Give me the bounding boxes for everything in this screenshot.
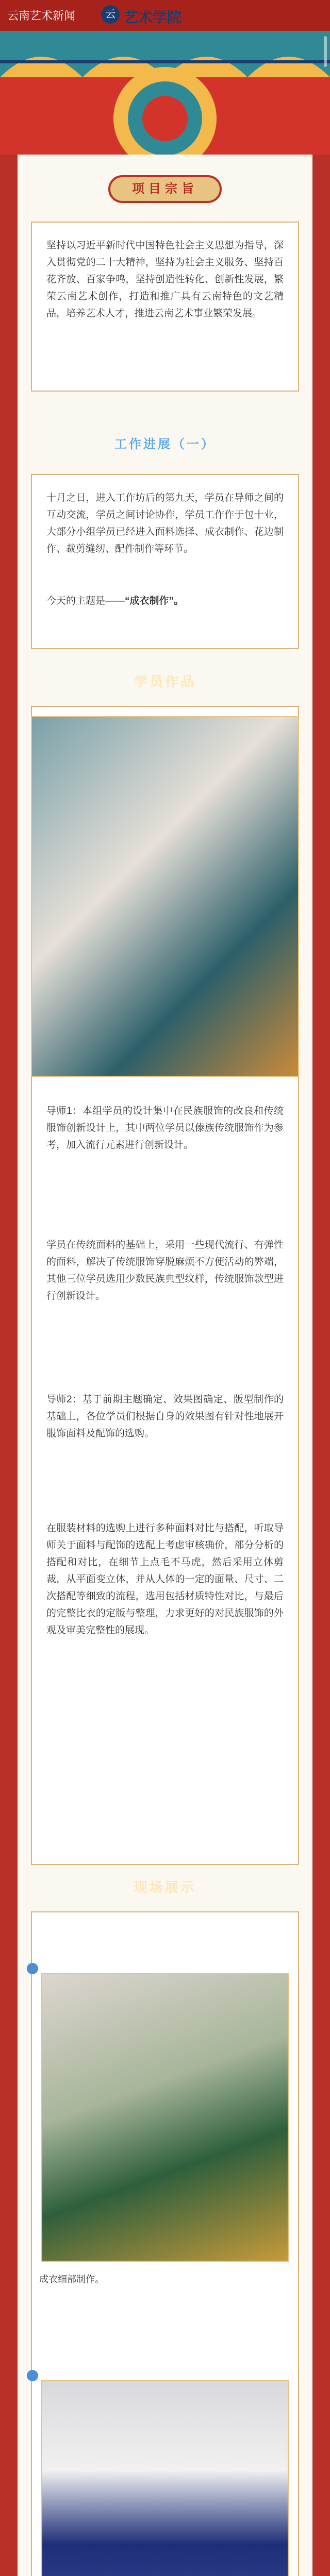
scene-caption-1: 成衣细部制作。 [39, 2274, 104, 2284]
school-logo-icon: 云 [101, 5, 120, 24]
works-p1: 导师1：本组学员的设计集中在民族服饰的改良和传统服饰创新设计上，其中两位学员以傣族传统服饰作为参考，加入流行元素进行创新设计。 [46, 1106, 284, 1150]
progress-text: 十月之日，进入工作坊后的第九天，学员在导师之间的互动交流，学员之间讨论协作，学员工作作于包十业，大部分小组学员已经进入面料选择、成衣制作、花边制作、裁剪缝纫、配件制作等环节。 [46, 493, 284, 554]
header-banner [0, 0, 330, 155]
project-text: 坚持以习近平新时代中国特色社会主义思想为指导，深入贯彻党的二十大精神，坚持为社会主义服务、坚持百花齐放、百家争鸣，坚持创造性转化、创新性发展，繁荣云南艺术创作，打造和推广具有云南特色的文艺精品，培养艺术人才，推进云南艺术事业繁荣发展。 [46, 240, 284, 319]
scene-dot-2 [27, 2370, 38, 2381]
scene-dot-1 [27, 1963, 38, 1974]
school-logo-text: 艺术学院 [124, 9, 182, 26]
works-photo[interactable] [31, 716, 299, 1077]
works-p2: 学员在传统面料的基础上，采用一些现代流行、有弹性的面料，解决了传统服饰穿脱麻烦不方便活动的弊端，其他三位学员选用少数民族典型纹样，传统服饰款型进行创新设计。 [46, 1240, 284, 1301]
works-p4: 在服装材料的选购上进行多种面料对比与搭配，听取导师关于面料与配饰的选配上考虑审核确价，部分分析的搭配和对比，在细节上点毛不马虎，然后采用立体剪裁，从平面变立体，并从人体的一定的面量、尺寸、二次搭配等细致的流程，选用包括材质特性对比，与最后的完整比衣的定版与整理，力求更好的对民族服饰的外观及审美完整性的展现。 [46, 1523, 284, 1636]
section-title-works: 学员作品 [134, 674, 196, 689]
ornament-seal [98, 62, 232, 155]
section-title-project: 项目宗旨 [108, 175, 222, 203]
brand-name[interactable]: 云南艺术新闻 [7, 9, 76, 22]
scene-photo-2[interactable] [41, 2380, 289, 2576]
scene-photo-1[interactable] [41, 1973, 289, 2262]
progress-theme-label: 今天的主题是—— [46, 596, 125, 606]
scrollbar[interactable] [324, 36, 327, 67]
works-p3: 导师2：基于前期主题确定、效果图确定、版型制作的基础上，各位学员们根据自身的效果图有针对性地展开服饰面料及配饰的选购。 [46, 1394, 284, 1439]
top-bar [0, 0, 330, 31]
section-title-scenes: 现场展示 [134, 1879, 196, 1895]
progress-theme-strong: “成衣制作”。 [125, 596, 184, 606]
section-title-progress: 工作进展（一） [114, 437, 216, 451]
progress-theme [46, 592, 284, 609]
